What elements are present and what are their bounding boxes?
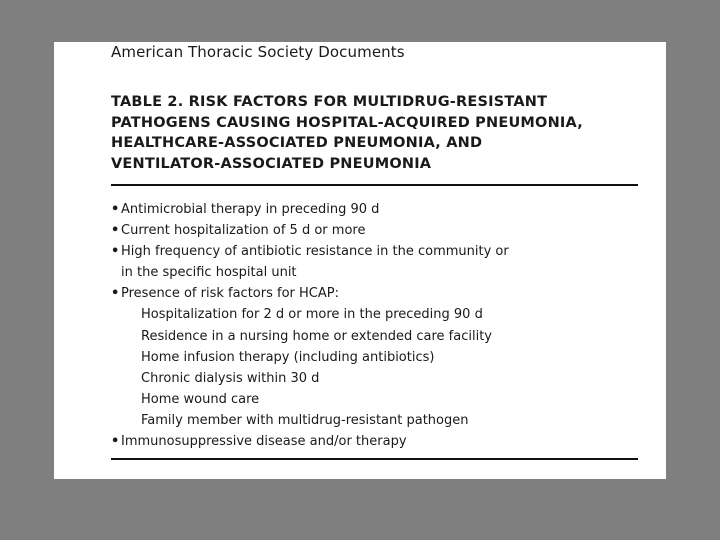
table-title-line: VENTILATOR-ASSOCIATED PNEUMONIA xyxy=(111,155,432,172)
list-item-text: Antimicrobial therapy in preceding 90 d xyxy=(121,202,380,217)
document-page xyxy=(54,42,666,479)
list-item-text: Presence of risk factors for HCAP: xyxy=(121,286,339,302)
list-item xyxy=(111,431,638,452)
top-rule xyxy=(111,184,638,186)
sub-list-item: Hospitalization for 2 d or more in the preceding 90 d xyxy=(141,307,483,323)
list-item-text: High frequency of antibiotic resistance in the community or xyxy=(121,244,509,260)
bullet-icon: • xyxy=(111,244,120,260)
bullet-icon: • xyxy=(111,202,120,217)
list-item xyxy=(111,241,638,262)
list-item-text: Immunosuppressive disease and/or therapy xyxy=(121,434,407,450)
bullet-icon: • xyxy=(111,223,120,239)
bullet-icon: • xyxy=(111,286,120,302)
table-title-line: TABLE 2. RISK FACTORS FOR MULTIDRUG-RESISTANT xyxy=(111,94,548,110)
sub-list-item: Family member with multidrug-resistant pathogen xyxy=(141,412,469,428)
journal-header: American Thoracic Society Documents xyxy=(111,43,405,61)
table-title xyxy=(111,92,651,174)
list-item-continuation: in the specific hospital unit xyxy=(121,265,297,281)
table-title-line: HEALTHCARE-ASSOCIATED PNEUMONIA, AND xyxy=(111,135,483,151)
sub-list-item: Residence in a nursing home or extended care facility xyxy=(141,328,492,344)
list-item xyxy=(111,220,638,241)
list-item xyxy=(111,199,638,220)
risk-factor-list xyxy=(111,199,638,452)
list-item-text: Current hospitalization of 5 d or more xyxy=(121,223,366,239)
table-title-line: PATHOGENS CAUSING HOSPITAL-ACQUIRED PNEUMONIA, xyxy=(111,114,583,131)
sub-list-item: Chronic dialysis within 30 d xyxy=(141,370,320,386)
sub-list-item: Home infusion therapy (including antibiotics) xyxy=(141,349,435,365)
list-item xyxy=(111,283,638,304)
bullet-icon: • xyxy=(111,434,120,450)
sub-list-item: Home wound care xyxy=(141,391,260,407)
bottom-rule xyxy=(111,458,638,460)
